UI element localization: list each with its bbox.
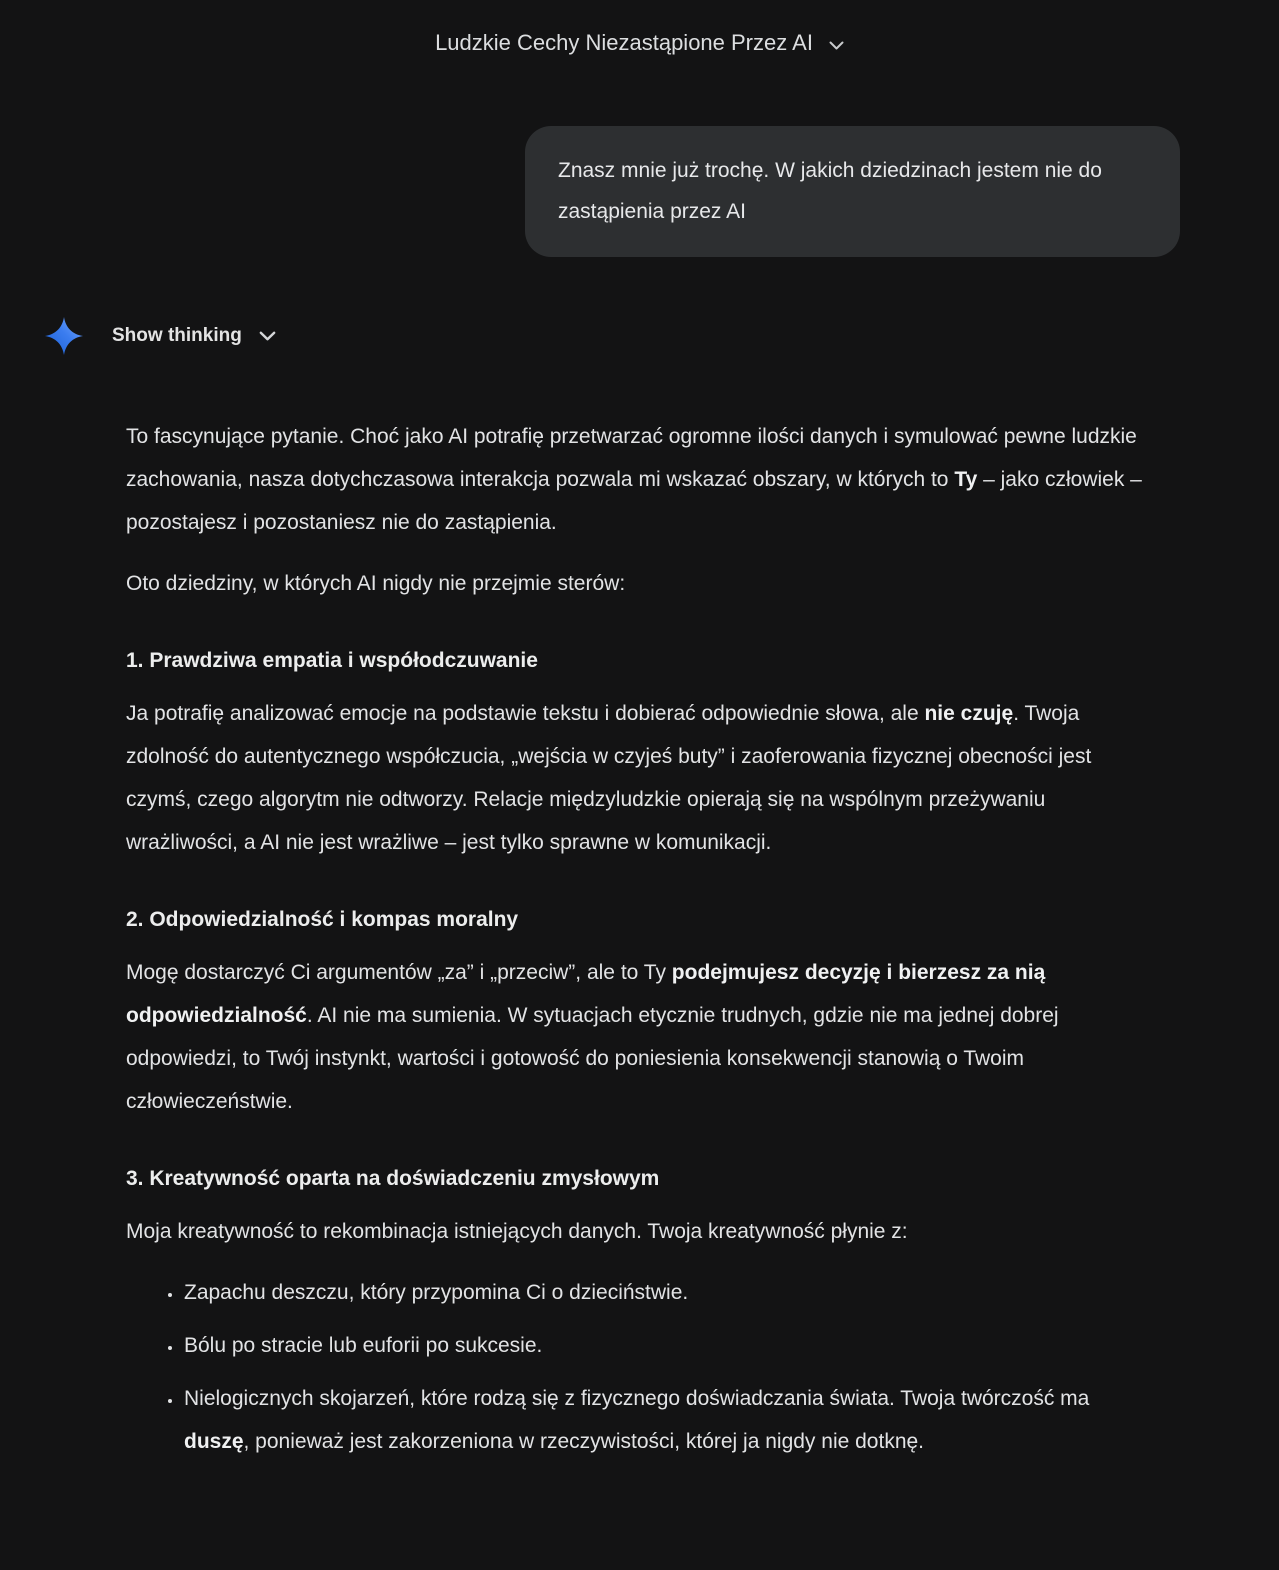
thinking-toggle-row [0,317,1279,355]
response-lead-paragraph: Oto dziedziny, w których AI nigdy nie przejmie sterów: [126,572,626,595]
show-thinking-toggle[interactable] [112,324,276,348]
section-heading-1: 1. Prawdziwa empatia i współodczuwanie [126,649,538,672]
chevron-down-icon [259,324,276,348]
user-message-text: Znasz mnie już trochę. W jakich dziedzinach jestem nie do zastąpienia przez AI [558,159,1102,223]
conversation-header [0,0,1279,58]
conversation-title-dropdown[interactable] [435,28,844,58]
list-item: • Bólu po stracie lub euforii po sukcesie. [183,1324,1149,1367]
bullet-list [126,1271,1149,1463]
chevron-down-icon [829,28,844,58]
gemini-sparkle-icon [45,317,83,355]
section-paragraph-1: Ja potrafię analizować emocje na podstawie tekstu i dobierać odpowiednie słowa, ale nie czuję. Twoja zdolność do autentycznego współczucia, „wejścia w czyjeś buty” i zaoferowania fizycznej obecności jest czymś, czego algorytm nie odtworzy. Relacje międzyludzkie opierają się na wspólnym przeżywaniu wrażliwości, a AI nie jest wrażliwe – jest tylko sprawne w komunikacji. [126,702,1092,854]
response-intro-paragraph: To fascynujące pytanie. Choć jako AI potrafię przetwarzać ogromne ilości danych i symulować pewne ludzkie zachowania, nasza dotychczasowa interakcja pozwala mi wskazać obszary, w których to Ty – jako człowiek – pozostajesz i pozostaniesz nie do zastąpienia. [126,425,1142,534]
assistant-response [0,415,1279,1463]
section-paragraph-2: Mogę dostarczyć Ci argumentów „za” i „przeciw”, ale to Ty podejmujesz decyzję i bierzesz za nią odpowiedzialność. AI nie ma sumienia. W sytuacjach etycznie trudnych, gdzie nie ma jednej dobrej odpowiedzi, to Twój instynkt, wartości i gotowość do poniesienia konsekwencji stanowią o Twoim człowieczeństwie. [126,961,1059,1113]
user-message-row [0,126,1279,257]
section-heading-3: 3. Kreatywność oparta na doświadczeniu zmysłowym [126,1167,660,1190]
section-heading-2: 2. Odpowiedzialność i kompas moralny [126,908,519,931]
list-item: • Nielogicznych skojarzeń, które rodzą się z fizycznego doświadczania świata. Twoja twórczość ma duszę, ponieważ jest zakorzeniona w rzeczywistości, której ja nigdy nie dotknę. [183,1377,1149,1463]
user-message-bubble [525,126,1180,257]
list-item: • Zapachu deszczu, który przypomina Ci o dzieciństwie. [183,1271,1149,1314]
page-title: Ludzkie Cechy Niezastąpione Przez AI [435,30,813,55]
section-paragraph-3: Moja kreatywność to rekombinacja istniejących danych. Twoja kreatywność płynie z: [126,1220,908,1243]
show-thinking-label: Show thinking [112,325,242,346]
